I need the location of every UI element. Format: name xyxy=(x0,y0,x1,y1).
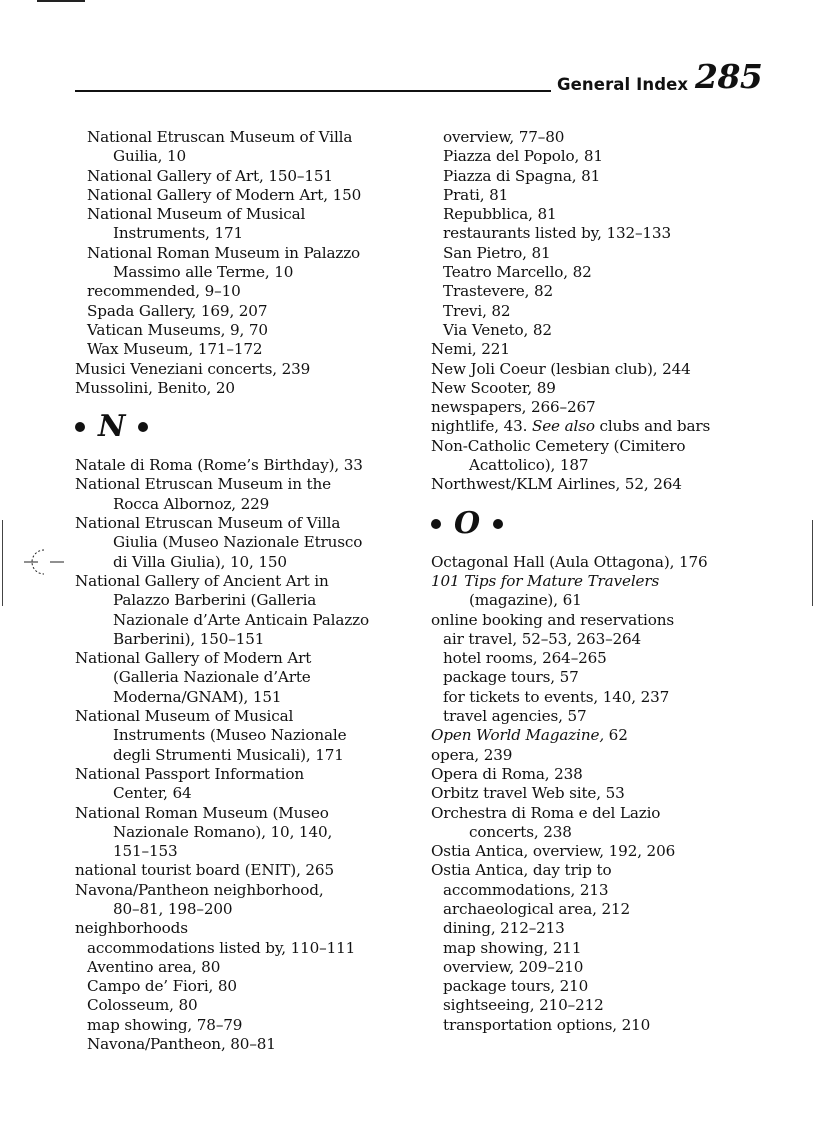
entry-group xyxy=(75,128,415,398)
index-entry xyxy=(75,861,415,880)
entry-text: neighborhoods xyxy=(75,919,188,938)
index-entry xyxy=(431,379,781,398)
index-entry xyxy=(431,321,781,340)
entry-text: San Pietro, 81 xyxy=(443,243,551,262)
index-entry xyxy=(75,244,415,283)
index-entry xyxy=(75,302,415,321)
entry-text: National Etruscan Museum in the xyxy=(75,475,331,494)
index-entry xyxy=(75,919,415,938)
entry-continuation: Nazionale d’Arte Anticain Palazzo xyxy=(113,610,369,629)
index-entry xyxy=(431,939,781,958)
entry-text: Navona/Pantheon neighborhood, xyxy=(75,880,324,899)
entry-continuation: 80–81, 198–200 xyxy=(113,899,233,918)
entry-text: Orchestra di Roma e del Lazio xyxy=(431,803,661,822)
entry-text xyxy=(431,572,659,590)
index-entry xyxy=(75,804,415,862)
index-entry xyxy=(75,282,415,301)
index-entry xyxy=(431,360,781,379)
section-letter: N xyxy=(98,409,126,445)
entry-continuation: Center, 64 xyxy=(113,784,192,803)
entry-text: Spada Gallery, 169, 207 xyxy=(87,301,268,320)
entry-text: package tours, 210 xyxy=(443,977,589,996)
entry-italic-text: See also xyxy=(531,417,595,436)
entry-text: Ostia Antica, overview, 192, 206 xyxy=(431,842,676,861)
index-entry xyxy=(75,360,415,379)
entry-text: Colosseum, 80 xyxy=(87,996,198,1015)
bullet-icon xyxy=(431,519,441,529)
index-entry xyxy=(431,417,781,436)
entry-text: Trevi, 82 xyxy=(443,301,511,320)
index-entry xyxy=(75,765,415,804)
index-column-left xyxy=(75,128,415,1054)
entry-text: Non-Catholic Cemetery (Cimitero xyxy=(431,436,686,455)
index-entry xyxy=(75,456,415,475)
crop-mark xyxy=(37,0,85,2)
crop-line-left xyxy=(2,520,3,606)
index-entry xyxy=(431,282,781,301)
entry-text: Natale di Roma (Rome’s Birthday), 33 xyxy=(75,456,363,475)
entry-text: New Joli Coeur (lesbian club), 244 xyxy=(431,359,691,378)
page-number: 285 xyxy=(695,57,763,96)
entry-text: Wax Museum, 171–172 xyxy=(87,340,263,359)
entry-continuation: Nazionale Romano), 10, 140, xyxy=(113,822,333,841)
entry-continuation: Instruments (Museo Nazionale xyxy=(113,726,347,745)
entry-text: Repubblica, 81 xyxy=(443,205,557,224)
entry-group xyxy=(75,456,415,1054)
index-entry xyxy=(431,900,781,919)
entry-text: Nemi, 221 xyxy=(431,340,510,359)
index-entry xyxy=(75,167,415,186)
entry-text: Vatican Museums, 9, 70 xyxy=(87,320,268,339)
entry-group xyxy=(431,128,781,495)
index-entry xyxy=(75,321,415,340)
entry-text: National Gallery of Modern Art, 150 xyxy=(87,185,362,204)
index-entry xyxy=(431,475,781,494)
entry-text: travel agencies, 57 xyxy=(443,707,587,726)
index-entry xyxy=(75,707,415,765)
index-entry xyxy=(75,939,415,958)
index-entry xyxy=(431,881,781,900)
entry-text: overview, 77–80 xyxy=(443,128,565,146)
entry-text: transportation options, 210 xyxy=(443,1015,651,1034)
entry-text: Musici Veneziani concerts, 239 xyxy=(75,359,311,378)
index-entry xyxy=(75,340,415,359)
index-column-right xyxy=(431,128,781,1035)
entry-text: Piazza di Spagna, 81 xyxy=(443,166,601,185)
index-entry xyxy=(431,765,781,784)
entry-text: National Etruscan Museum of Villa xyxy=(87,128,353,146)
entry-continuation: Acattolico), 187 xyxy=(469,456,589,475)
index-entry xyxy=(75,881,415,920)
index-entry xyxy=(431,649,781,668)
index-entry xyxy=(431,147,781,166)
index-entry xyxy=(431,726,781,745)
entry-continuation: (magazine), 61 xyxy=(469,591,582,610)
index-entry xyxy=(431,919,781,938)
entry-group xyxy=(431,553,781,1035)
entry-continuation: 151–153 xyxy=(113,842,178,861)
bullet-icon xyxy=(75,422,85,432)
index-entry xyxy=(75,572,415,649)
entry-text: National Gallery of Art, 150–151 xyxy=(87,166,333,185)
entry-text: Mussolini, Benito, 20 xyxy=(75,378,235,397)
index-entry xyxy=(75,996,415,1015)
index-entry xyxy=(75,1035,415,1054)
index-entry xyxy=(75,205,415,244)
index-entry xyxy=(431,1016,781,1035)
index-entry xyxy=(431,128,781,147)
entry-continuation: Rocca Albornoz, 229 xyxy=(113,494,270,513)
index-entry xyxy=(431,996,781,1015)
entry-text: Opera di Roma, 238 xyxy=(431,764,583,783)
entry-italic-text: 101 Tips for Mature Travelers xyxy=(431,571,660,590)
index-entry xyxy=(431,398,781,417)
section-heading-o xyxy=(431,495,781,553)
index-entry xyxy=(431,224,781,243)
index-entry xyxy=(75,977,415,996)
index-entry xyxy=(75,649,415,707)
entry-text: recommended, 9–10 xyxy=(87,282,241,301)
section-heading-n xyxy=(75,398,415,456)
registration-mark-icon xyxy=(24,548,64,576)
header-rule xyxy=(75,90,551,92)
index-entry xyxy=(75,475,415,514)
entry-text: Piazza del Popolo, 81 xyxy=(443,147,603,166)
index-entry xyxy=(75,186,415,205)
entry-text: Via Veneto, 82 xyxy=(443,320,552,339)
entry-text: National Etruscan Museum of Villa xyxy=(75,514,341,533)
entry-text: Aventino area, 80 xyxy=(87,957,221,976)
entry-text: for tickets to events, 140, 237 xyxy=(443,687,670,706)
index-entry xyxy=(431,707,781,726)
index-entry xyxy=(431,263,781,282)
index-entry xyxy=(75,514,415,572)
entry-text: National Museum of Musical xyxy=(87,205,306,224)
entry-text: newspapers, 266–267 xyxy=(431,398,596,417)
entry-text: restaurants listed by, 132–133 xyxy=(443,224,671,243)
entry-text: National Museum of Musical xyxy=(75,707,294,726)
entry-text: national tourist board (ENIT), 265 xyxy=(75,861,334,880)
index-entry xyxy=(431,186,781,205)
entry-text: National Gallery of Modern Art xyxy=(75,649,312,668)
entry-continuation: degli Strumenti Musicali), 171 xyxy=(113,745,344,764)
entry-text: dining, 212–213 xyxy=(443,919,565,938)
index-entry xyxy=(431,437,781,476)
entry-text: overview, 209–210 xyxy=(443,957,584,976)
entry-text: archaeological area, 212 xyxy=(443,899,631,918)
entry-text: map showing, 78–79 xyxy=(87,1015,243,1034)
index-entry xyxy=(431,572,781,611)
entry-text: Trastevere, 82 xyxy=(443,282,554,301)
entry-text: map showing, 211 xyxy=(443,938,582,957)
entry-continuation: (Galleria Nazionale d’Arte xyxy=(113,668,311,687)
entry-text: National Passport Information xyxy=(75,764,305,783)
entry-text: New Scooter, 89 xyxy=(431,378,556,397)
entry-text: air travel, 52–53, 263–264 xyxy=(443,629,642,648)
index-entry xyxy=(431,804,781,843)
entry-text: opera, 239 xyxy=(431,745,513,764)
entry-text: Open World Magazine, 62 xyxy=(431,726,628,745)
index-entry xyxy=(431,958,781,977)
index-entry xyxy=(431,340,781,359)
index-entry xyxy=(431,746,781,765)
entry-text: National Roman Museum (Museo xyxy=(75,803,329,822)
index-entry xyxy=(431,688,781,707)
index-entry xyxy=(431,302,781,321)
index-entry xyxy=(431,611,781,630)
index-entry xyxy=(75,128,415,167)
entry-text: Campo de’ Fiori, 80 xyxy=(87,977,237,996)
index-entry xyxy=(431,167,781,186)
bullet-icon xyxy=(138,422,148,432)
index-entry xyxy=(431,668,781,687)
entry-continuation: Massimo alle Terme, 10 xyxy=(113,263,294,282)
entry-continuation: Palazzo Barberini (Galleria xyxy=(113,591,317,610)
entry-continuation: Giulia (Museo Nazionale Etrusco xyxy=(113,533,363,552)
entry-continuation: di Villa Giulia), 10, 150 xyxy=(113,552,287,571)
entry-text: Navona/Pantheon, 80–81 xyxy=(87,1035,276,1054)
index-entry xyxy=(431,630,781,649)
entry-continuation: Instruments, 171 xyxy=(113,224,244,243)
entry-text: package tours, 57 xyxy=(443,668,579,687)
entry-text: accommodations listed by, 110–111 xyxy=(87,938,356,957)
index-entry xyxy=(75,958,415,977)
running-header xyxy=(75,57,769,100)
index-entry xyxy=(431,861,781,880)
crop-line-right xyxy=(812,520,813,606)
entry-text: Orbitz travel Web site, 53 xyxy=(431,784,625,803)
entry-text: hotel rooms, 264–265 xyxy=(443,649,607,668)
entry-continuation: Guilia, 10 xyxy=(113,147,187,166)
entry-continuation: Barberini), 150–151 xyxy=(113,629,265,648)
entry-text: National Roman Museum in Palazzo xyxy=(87,243,361,262)
index-entry xyxy=(431,842,781,861)
entry-text: online booking and reservations xyxy=(431,610,674,629)
entry-text: Prati, 81 xyxy=(443,185,509,204)
entry-text: National Gallery of Ancient Art in xyxy=(75,571,329,590)
entry-text: Ostia Antica, day trip to xyxy=(431,861,612,880)
entry-text: accommodations, 213 xyxy=(443,880,609,899)
index-entry xyxy=(431,977,781,996)
index-entry xyxy=(431,784,781,803)
entry-continuation: concerts, 238 xyxy=(469,822,572,841)
section-letter: O xyxy=(454,505,480,541)
entry-text: Teatro Marcello, 82 xyxy=(443,263,592,282)
index-entry xyxy=(431,244,781,263)
index-entry xyxy=(431,205,781,224)
index-entry xyxy=(75,1016,415,1035)
entry-text: Northwest/KLM Airlines, 52, 264 xyxy=(431,475,682,494)
entry-text: sightseeing, 210–212 xyxy=(443,996,604,1015)
entry-text: Octagonal Hall (Aula Ottagona), 176 xyxy=(431,552,708,571)
header-title: General Index xyxy=(557,75,689,94)
entry-text: nightlife, 43. See also clubs and bars xyxy=(431,417,711,436)
index-entry xyxy=(431,553,781,572)
entry-continuation: Moderna/GNAM), 151 xyxy=(113,687,282,706)
entry-italic-text: Open World Magazine, xyxy=(431,726,604,745)
index-entry xyxy=(75,379,415,398)
bullet-icon xyxy=(493,519,503,529)
